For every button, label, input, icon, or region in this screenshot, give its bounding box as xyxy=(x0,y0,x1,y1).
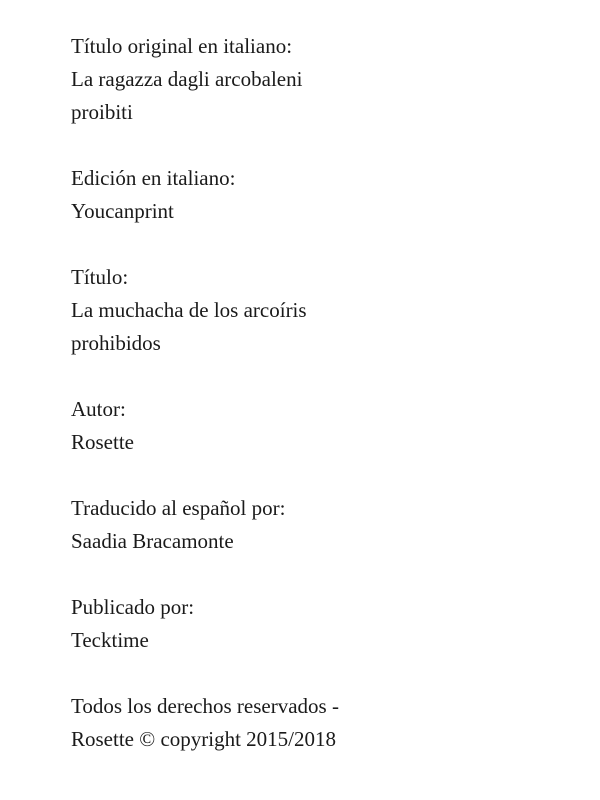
title-block xyxy=(71,261,571,360)
translator-value: Saadia Bracamonte xyxy=(71,529,234,553)
title-value-line-1: La muchacha de los arcoíris xyxy=(71,298,307,322)
title-value-line-2: prohibidos xyxy=(71,331,161,355)
original-title-value-line-1: La ragazza dagli arcobaleni xyxy=(71,67,303,91)
author-label: Autor: xyxy=(71,397,126,421)
italian-edition-value: Youcanprint xyxy=(71,199,174,223)
italian-edition-block xyxy=(71,162,571,228)
rights-line-1: Todos los derechos reservados - xyxy=(71,694,339,718)
rights-block xyxy=(71,690,571,756)
original-title-block xyxy=(71,30,571,129)
copyright-page xyxy=(71,30,571,756)
publisher-value: Tecktime xyxy=(71,628,149,652)
rights-line-2: Rosette © copyright 2015/2018 xyxy=(71,727,337,751)
author-value: Rosette xyxy=(71,430,134,454)
original-title-label: Título original en italiano: xyxy=(71,34,293,58)
publisher-block xyxy=(71,591,571,657)
translator-label: Traducido al español por: xyxy=(71,496,286,520)
translator-block xyxy=(71,492,571,558)
title-label: Título: xyxy=(71,265,129,289)
author-block xyxy=(71,393,571,459)
original-title-value-line-2: proibiti xyxy=(71,100,133,124)
italian-edition-label: Edición en italiano: xyxy=(71,166,236,190)
publisher-label: Publicado por: xyxy=(71,595,195,619)
